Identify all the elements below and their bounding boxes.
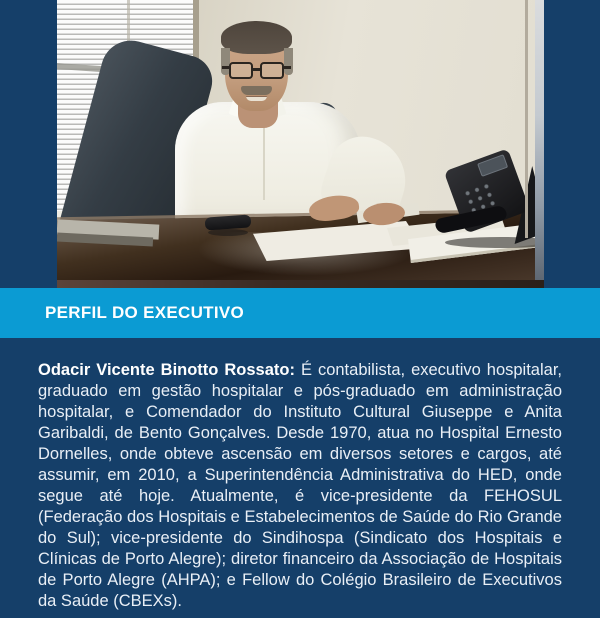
glasses-bridge <box>252 68 261 71</box>
executive-photo <box>57 0 544 288</box>
section-banner <box>0 288 600 338</box>
cellphone-reflection <box>208 229 248 236</box>
desk-phone-screen <box>477 154 508 177</box>
desk-front-edge <box>57 280 544 288</box>
bio-paragraph <box>38 360 562 612</box>
glasses-arm <box>222 66 230 69</box>
bio-text: É contabilista, executivo hospitalar, graduado em gestão hospitalar e pós-graduado em administração hospitalar, e Comendador do Instituto Cultural Giuseppe e Anita Garibaldi, de Bento Gonçalves. Desde 1970, atua no Hospital Ernesto Dornelles, onde obteve ascensão em diversos setores e cargos, até assumir, em 2010, a Superintendência Administrativa do HED, onde segue até hoje. Atualmente, é vice-presidente da FEHOSUL (Federação dos Hospitais e Estabelecimentos de Saúde do Rio Grande do Sul); vice-presidente do Sindihospa (Sindicato dos Hospitais e Clínicas de Porto Alegre); diretor financeiro da Associação de Hospitais de Porto Alegre (AHPA); e Fellow do Colégio Brasileiro de Executivos da Saúde (CBEXs). <box>38 361 562 610</box>
shirt-placket <box>263 122 265 200</box>
gray-temple <box>284 48 293 75</box>
door-edge <box>535 0 544 288</box>
glasses-lens <box>260 62 284 79</box>
door-frame <box>525 0 528 238</box>
mustache <box>241 86 272 95</box>
section-title: PERFIL DO EXECUTIVO <box>45 303 245 322</box>
glasses-arm <box>283 66 291 69</box>
executive-name: Odacir Vicente Binotto Rossato: <box>38 361 295 379</box>
hair <box>221 21 292 54</box>
glasses-lens <box>229 62 253 79</box>
smile <box>246 96 267 101</box>
